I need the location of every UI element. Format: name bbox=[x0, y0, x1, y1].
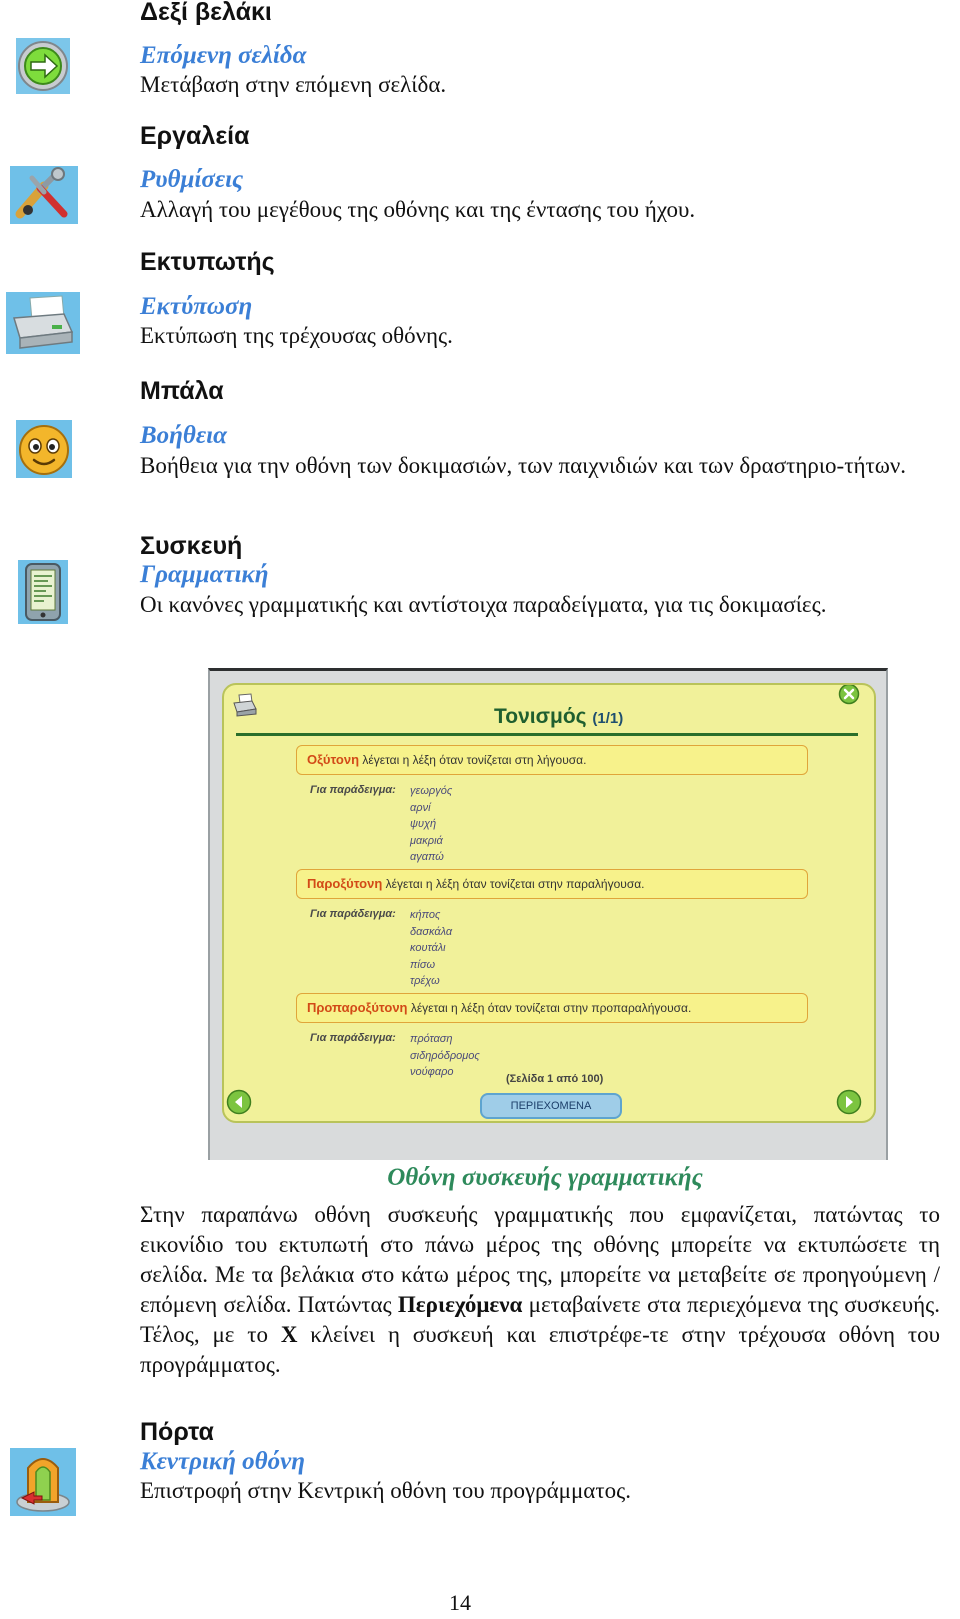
grammar-device-panel bbox=[222, 683, 876, 1123]
example-label: Για παράδειγμα: bbox=[310, 908, 396, 920]
example-words: πρόταση σιδηρόδρομος νούφαρο bbox=[410, 1033, 480, 1078]
title-grammar: Γραμματική bbox=[140, 561, 269, 588]
rule-box: Οξύτονη λέγεται η λέξη όταν τονίζεται στη λήγουσα. bbox=[296, 745, 808, 775]
example-label: Για παράδειγμα: bbox=[310, 784, 396, 796]
example-words: γεωργός αρνί ψυχή μακριά αγαπώ bbox=[410, 785, 453, 863]
close-icon[interactable] bbox=[838, 683, 860, 705]
example-label: Για παράδειγμα: bbox=[310, 1032, 396, 1044]
page-number: 14 bbox=[449, 1590, 471, 1615]
left-arrow-icon bbox=[226, 1089, 252, 1115]
device-icon bbox=[18, 560, 68, 624]
right-arrow-icon bbox=[836, 1089, 862, 1115]
desc-print: Εκτύπωση της τρέχουσας οθόνης. bbox=[140, 323, 453, 348]
figure-caption: Οθόνη συσκευής γραμματικής bbox=[387, 1164, 703, 1191]
right-arrow-icon bbox=[16, 38, 70, 94]
printer-icon[interactable] bbox=[232, 693, 258, 717]
next-page-button[interactable] bbox=[836, 1089, 862, 1115]
previous-page-button[interactable] bbox=[226, 1089, 252, 1115]
ball-face-icon bbox=[16, 420, 72, 478]
heading-tools: Εργαλεία bbox=[140, 122, 250, 150]
grammar-screen-title: Τονισμός (1/1) bbox=[494, 705, 624, 728]
desc-next-page: Μετάβαση στην επόμενη σελίδα. bbox=[140, 72, 447, 97]
desc-home-screen: Επιστροφή στην Κεντρική οθόνη του προγράμματος. bbox=[140, 1478, 631, 1503]
grammar-device-screen bbox=[208, 668, 888, 1160]
door-icon bbox=[10, 1448, 76, 1516]
heading-device: Συσκευή bbox=[140, 532, 243, 560]
rule-box: Παροξύτονη λέγεται η λέξη όταν τονίζεται στην παραλήγουσα. bbox=[296, 869, 808, 899]
title-divider bbox=[236, 733, 858, 736]
heading-door: Πόρτα bbox=[140, 1418, 214, 1446]
desc-settings: Αλλαγή του μεγέθους της οθόνης και της έντασης του ήχου. bbox=[140, 197, 696, 222]
rule-box: Προπαροξύτονη λέγεται η λέξη όταν τονίζεται στην προπαραλήγουσα. bbox=[296, 993, 808, 1023]
title-next-page: Επόμενη σελίδα bbox=[140, 42, 307, 69]
title-help: Βοήθεια bbox=[140, 422, 227, 449]
printer-icon bbox=[6, 292, 80, 354]
title-settings: Ρυθμίσεις bbox=[140, 166, 244, 193]
desc-help: Βοήθεια για την οθόνη των δοκιμασιών, των παιχνιδιών και των δραστηριο-τήτων. bbox=[140, 453, 907, 478]
contents-button[interactable]: ΠΕΡΙΕΧΟΜΕΝΑ bbox=[480, 1093, 622, 1119]
title-home-screen: Κεντρική οθόνη bbox=[140, 1448, 305, 1475]
heading-right-arrow: Δεξί βελάκι bbox=[140, 0, 272, 26]
desc-grammar: Οι κανόνες γραμματικής και αντίστοιχα παραδείγματα, για τις δοκιμασίες. bbox=[140, 592, 827, 617]
heading-ball: Μπάλα bbox=[140, 377, 224, 405]
title-print: Εκτύπωση bbox=[140, 293, 253, 320]
body-paragraph: Στην παραπάνω οθόνη συσκευής γραμματικής που εμφανίζεται, πατώντας το εικονίδιο του εκτυπωτή στο πάνω μέρος της οθόνης μπορείτε να εκτυπώσετε τη σελίδα. Με τα βελάκια στο κάτω μέρος της, μπορείτε να μεταβείτε σε προηγούμενη / επόμενη σελίδα. Πατώντας Περιεχόμενα μεταβαίνετε στα περιεχόμενα της συσκευής. Τέλος, με το Χ κλείνει η συσκευή και επιστρέφε-τε στην τρέχουσα οθόνη του προγράμματος. bbox=[140, 1202, 940, 1377]
example-words: κήπος δασκάλα κουτάλι πίσω τρέχω bbox=[410, 909, 453, 987]
heading-printer: Εκτυπωτής bbox=[140, 248, 275, 276]
tools-icon bbox=[10, 166, 78, 224]
page-info: (Σελίδα 1 από 100) bbox=[506, 1073, 604, 1085]
